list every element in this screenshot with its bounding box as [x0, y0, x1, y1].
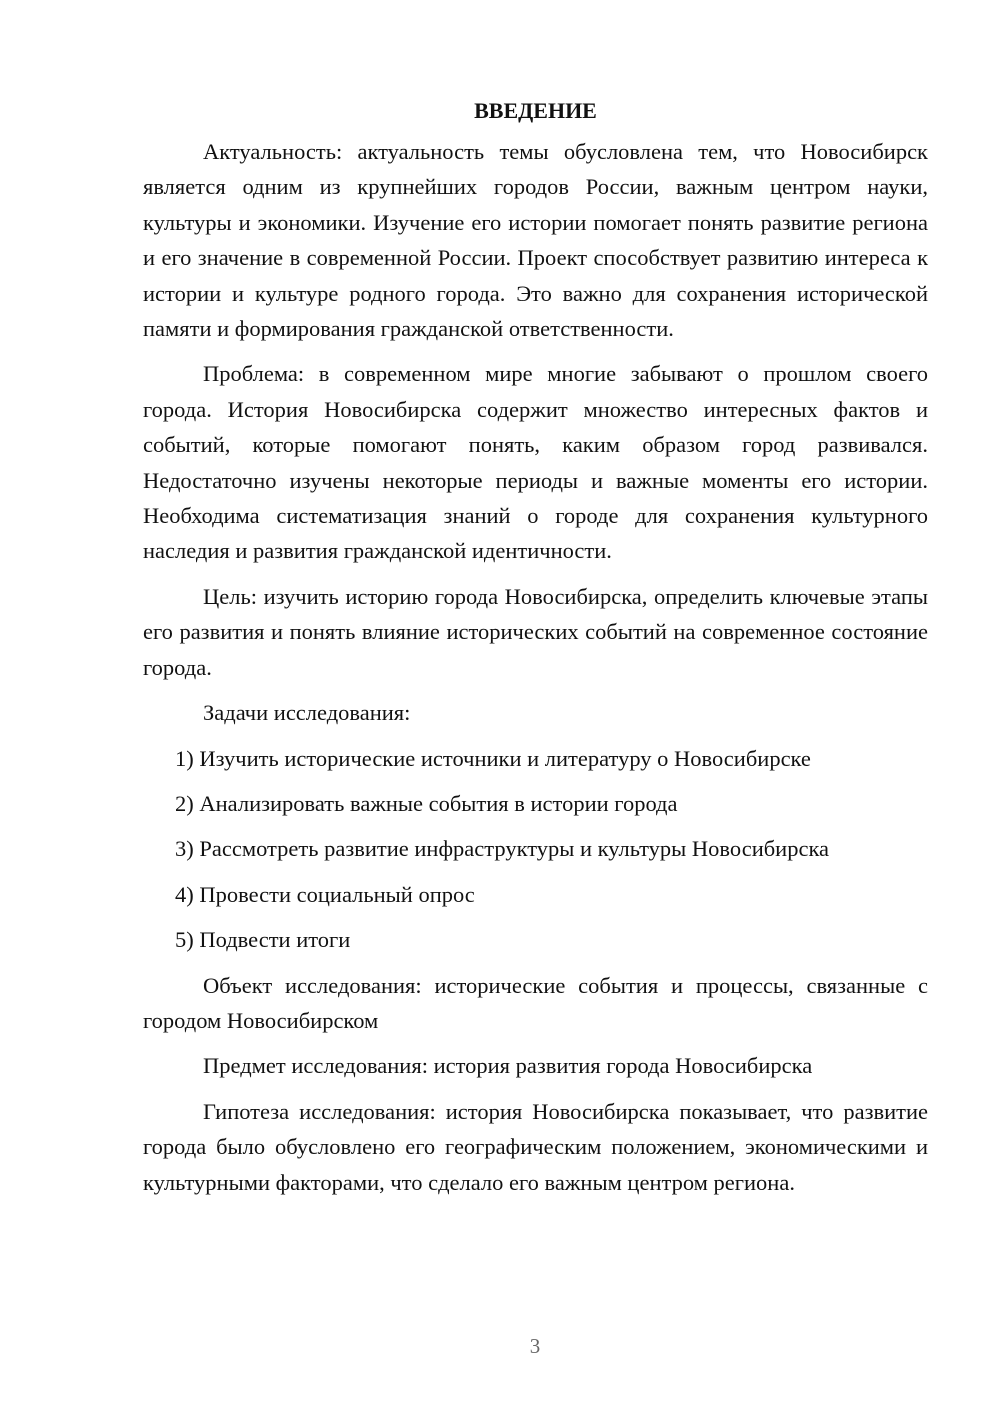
relevance-paragraph: Актуальность: актуальность темы обусловлена тем, что Новосибирск является одним из крупнейших городов России, важным центром науки, культуры и экономики. Изучение его истории помогает понять развитие региона и его значение в современной России. Проект способствует развитию интереса к истории и культуре родного города. Это важно для сохранения исторической памяти и формирования гражданской ответственности.	[143, 139, 928, 342]
object-paragraph: Объект исследования: исторические события и процессы, связанные с городом Новосибирском	[143, 972, 928, 1033]
goal-paragraph: Цель: изучить историю города Новосибирска, определить ключевые этапы его развития и понять влияние исторических событий на современное состояние города.	[143, 583, 928, 680]
page-content	[143, 96, 928, 1210]
task-item: 5) Подвести итоги	[175, 927, 351, 953]
task-item: 3) Рассмотреть развитие инфраструктуры и культуры Новосибирска	[175, 836, 830, 862]
task-item: 2) Анализировать важные события в истории города	[175, 790, 678, 816]
subject-paragraph: Предмет исследования: история развития города Новосибирска	[203, 1053, 813, 1079]
task-item: 1) Изучить исторические источники и литературу о Новосибирске	[175, 745, 811, 771]
tasks-heading: Задачи исследования:	[203, 700, 411, 726]
task-list	[143, 741, 928, 958]
problem-paragraph: Проблема: в современном мире многие забывают о прошлом своего города. История Новосибирска содержит множество интересных фактов и событий, которые помогают понять, каким образом город развивался. Недостаточно изучены некоторые периоды и важные моменты его истории. Необходима систематизация знаний о городе для сохранения культурного наследия и развития гражданской идентичности.	[143, 361, 928, 564]
hypothesis-paragraph: Гипотеза исследования: история Новосибирска показывает, что развитие города было обусловлено его географическим положением, экономическими и культурными факторами, что сделало его важным центром региона.	[143, 1098, 928, 1195]
task-item: 4) Провести социальный опрос	[175, 881, 475, 907]
page-number: 3	[529, 1334, 541, 1358]
section-title: ВВЕДЕНИЕ	[474, 98, 597, 123]
